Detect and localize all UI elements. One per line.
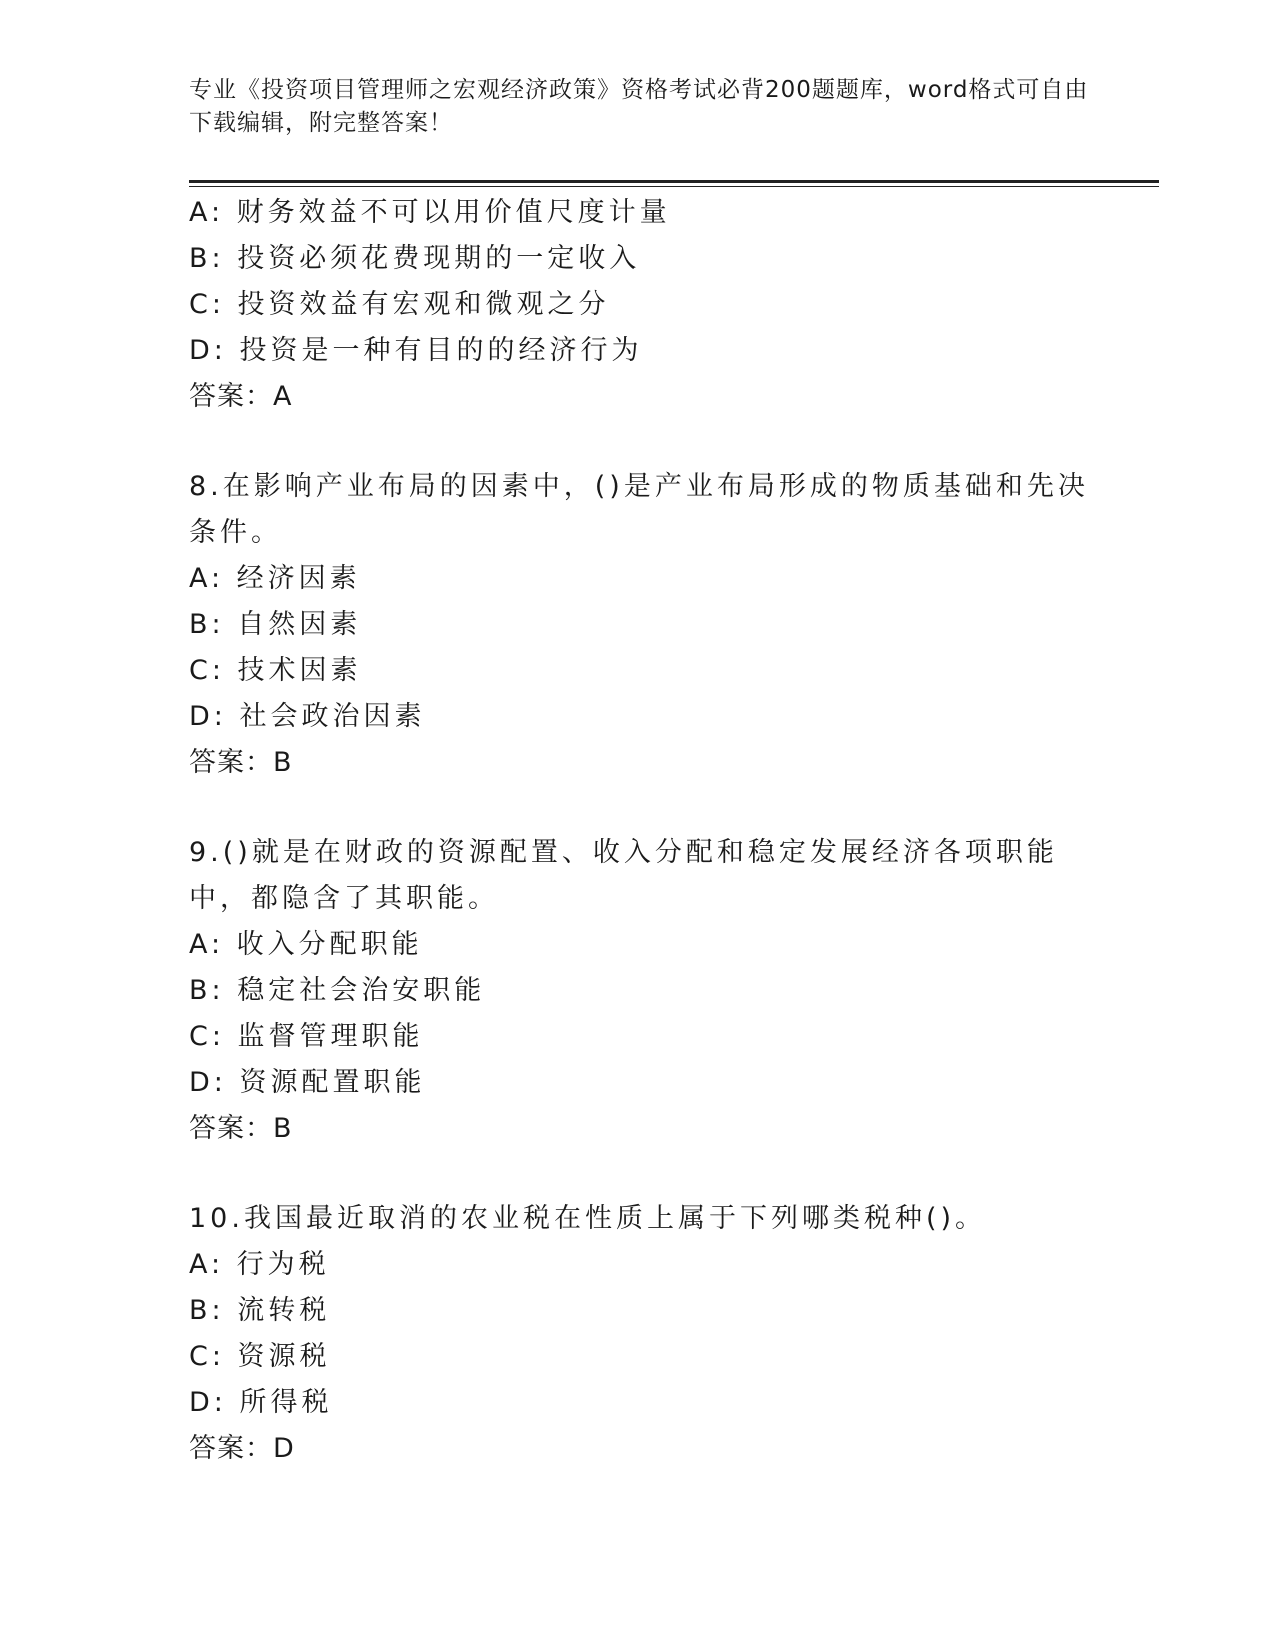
question-text: 9.()就是在财政的资源配置、收入分配和稳定发展经济各项职能中，都隐含了其职能。 — [189, 837, 1058, 914]
question-block-7 — [189, 190, 1089, 420]
page-header: 专业《投资项目管理师之宏观经济政策》资格考试必背200题题库，word格式可自由下载编辑，附完整答案！ — [189, 77, 1089, 136]
question-block-9 — [189, 830, 1089, 1152]
question-block-10 — [189, 1196, 1089, 1472]
option-a: A: 行为税 — [189, 1249, 330, 1280]
option-c: C: 投资效益有宏观和微观之分 — [189, 289, 610, 320]
option-b: B: 稳定社会治安职能 — [189, 975, 486, 1006]
question-list — [189, 190, 1089, 1472]
header-rule-thick — [189, 180, 1159, 183]
option-b: B: 投资必须花费现期的一定收入 — [189, 243, 641, 274]
question-text: 8.在影响产业布局的因素中，()是产业布局形成的物质基础和先决条件。 — [189, 471, 1089, 548]
option-a: A: 收入分配职能 — [189, 929, 423, 960]
answer-line: 答案：D — [189, 1433, 295, 1464]
option-b: B: 流转税 — [189, 1295, 331, 1326]
option-b: B: 自然因素 — [189, 609, 362, 640]
option-d: D: 投资是一种有目的的经济行为 — [189, 335, 643, 366]
option-d: D: 所得税 — [189, 1387, 333, 1418]
question-block-8 — [189, 464, 1089, 786]
option-a: A: 财务效益不可以用价值尺度计量 — [189, 197, 671, 228]
question-text: 10.我国最近取消的农业税在性质上属于下列哪类税种()。 — [189, 1203, 987, 1234]
option-c: C: 监督管理职能 — [189, 1021, 424, 1052]
answer-line: 答案：B — [189, 747, 293, 778]
option-c: C: 技术因素 — [189, 655, 362, 686]
option-d: D: 资源配置职能 — [189, 1067, 426, 1098]
answer-line: 答案：B — [189, 1113, 293, 1144]
option-d: D: 社会政治因素 — [189, 701, 426, 732]
option-c: C: 资源税 — [189, 1341, 331, 1372]
header-rule-thin — [189, 186, 1159, 187]
answer-line: 答案：A — [189, 381, 293, 412]
option-a: A: 经济因素 — [189, 563, 361, 594]
